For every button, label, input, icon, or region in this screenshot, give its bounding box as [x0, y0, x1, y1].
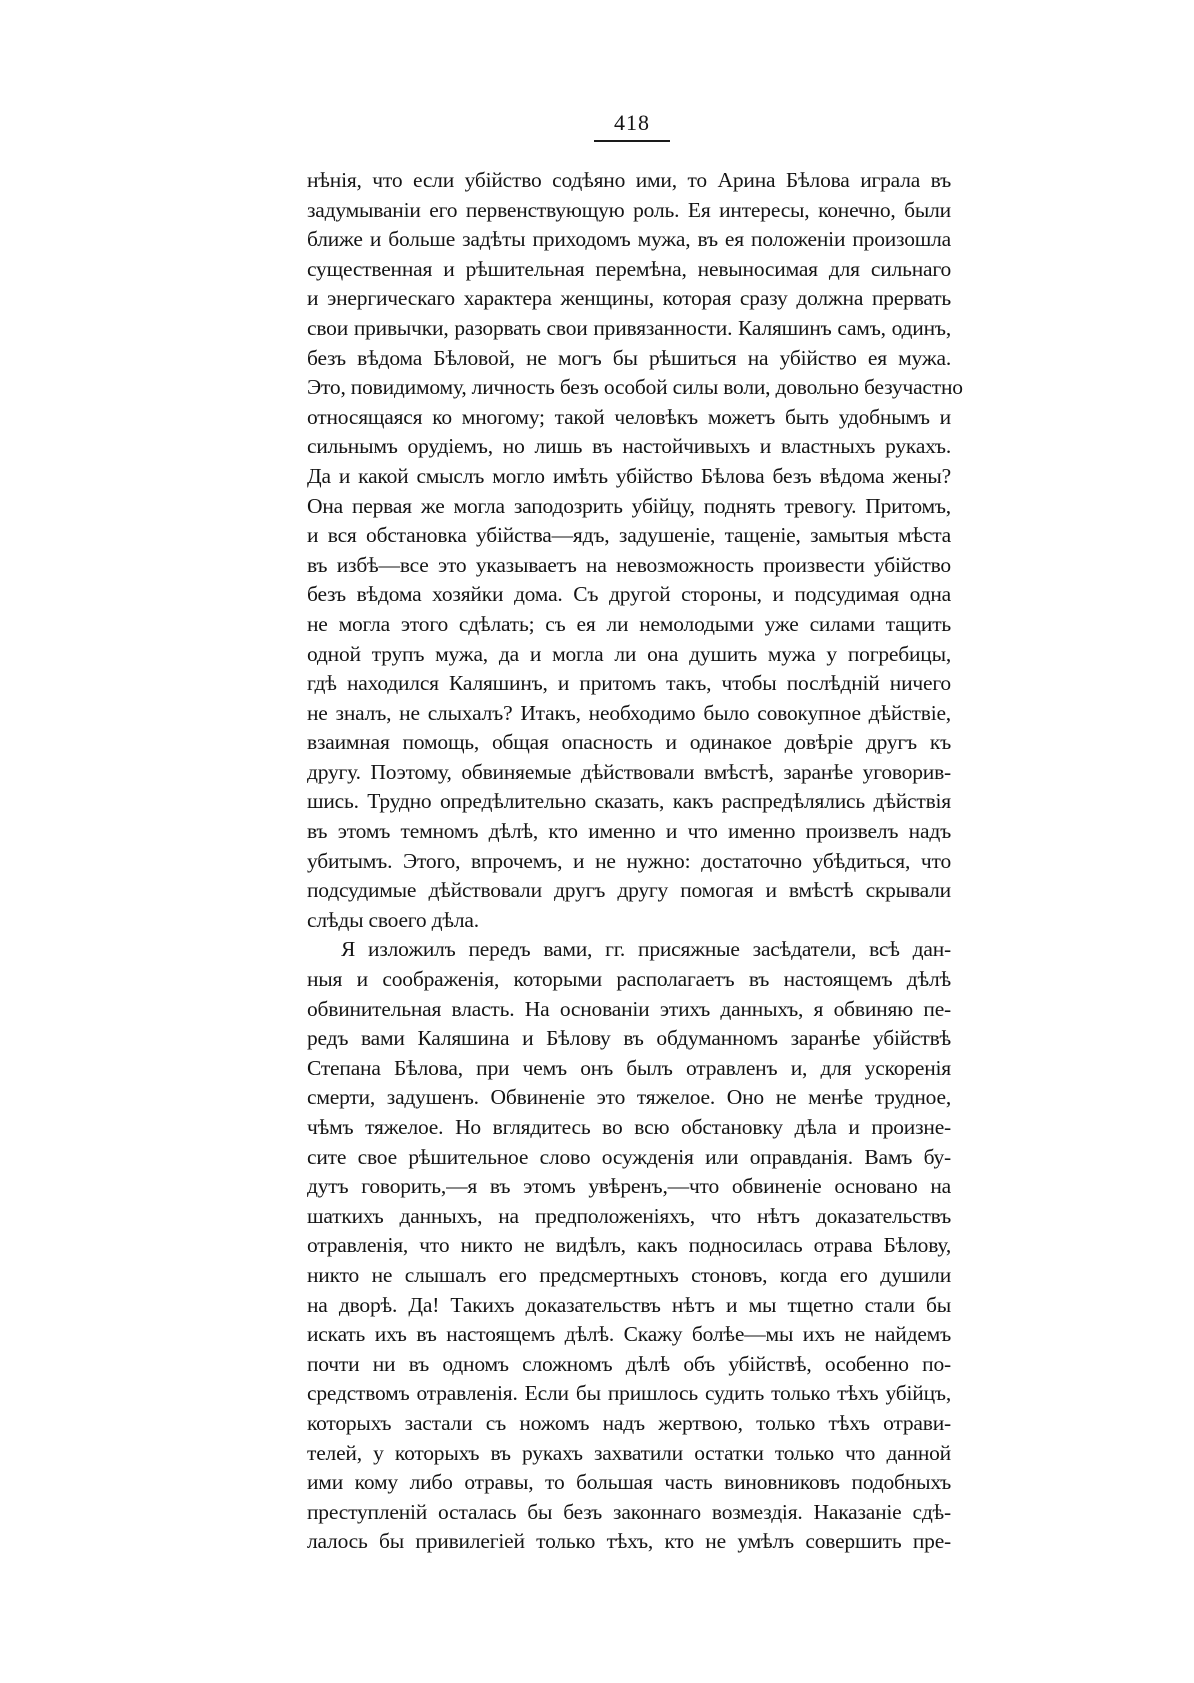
text-line: преступленій осталась бы безъ законнаго возмездія. Наказаніе сдѣ- [307, 1499, 951, 1524]
text-line: свои привычки, разорвать свои привязанности. Каляшинъ самъ, одинъ, [307, 315, 951, 340]
text-line: сите свое рѣшительное слово осужденія или оправданія. Вамъ бу- [307, 1144, 951, 1169]
text-line: на дворѣ. Да! Такихъ доказательствъ нѣтъ и мы тщетно стали бы [307, 1292, 951, 1317]
text-line: Она первая же могла заподозрить убійцу, поднять тревогу. Притомъ, [307, 493, 951, 518]
text-line: смерти, задушенъ. Обвиненіе это тяжелое. Оно не менѣе трудное, [307, 1085, 951, 1110]
text-line: задумываніи его первенствующую роль. Ея интересы, конечно, были [307, 197, 951, 222]
body-text [307, 166, 963, 1557]
text-line: Я изложилъ передъ вами, гг. присяжные засѣдатели, всѣ дан- [341, 937, 951, 962]
text-line: взаимная помощь, общая опасность и одинакое довѣріе другъ къ [307, 730, 951, 755]
text-line: телей, у которыхъ въ рукахъ захватили остатки только что данной [307, 1440, 951, 1465]
text-line: въ избѣ—все это указываетъ на невозможность произвести убійство [307, 552, 951, 577]
text-line: редъ вами Каляшина и Бѣлову въ обдуманномъ заранѣе убійствѣ [307, 1026, 951, 1051]
text-line: ими кому либо отравы, то большая часть виновниковъ подобныхъ [307, 1470, 951, 1495]
text-line: слѣды своего дѣла. [307, 907, 479, 932]
text-line: шись. Трудно опредѣлительно сказать, какъ распредѣлялись дѣйствія [307, 789, 951, 814]
text-line: убитымъ. Этого, впрочемъ, и не нужно: достаточно убѣдиться, что [307, 848, 951, 873]
text-line: безъ вѣдома хозяйки дома. Съ другой стороны, и подсудимая одна [307, 582, 951, 607]
text-line: подсудимые дѣйствовали другъ другу помогая и вмѣстѣ скрывали [307, 878, 951, 903]
text-line: нѣнія, что если убійство содѣяно ими, то Арина Бѣлова играла въ [307, 168, 951, 192]
text-line: шаткихъ данныхъ, на предположеніяхъ, что нѣтъ доказательствъ [307, 1203, 951, 1228]
text-line: безъ вѣдома Бѣловой, не могъ бы рѣшиться на убійство ея мужа. [307, 345, 951, 370]
page-number: 418 [614, 110, 650, 135]
text-line: сильнымъ орудіемъ, но лишь въ настойчивыхъ и властныхъ рукахъ. [307, 434, 951, 459]
paragraph [307, 166, 963, 935]
text-line: гдѣ находился Каляшинъ, и притомъ такъ, чтобы послѣдній ничего [307, 671, 951, 696]
text-line: существенная и рѣшительная перемѣна, невыносимая для сильнаго [307, 256, 951, 281]
paragraph [307, 935, 951, 1556]
text-line: отравленія, что никто не видѣлъ, какъ подносилась отрава Бѣлову, [307, 1233, 951, 1258]
page-number-rule [594, 140, 670, 142]
text-line: относящаяся ко многому; такой человѣкъ можетъ быть удобнымъ и [307, 404, 951, 429]
text-line: и энергическаго характера женщины, которая сразу должна прервать [307, 286, 951, 311]
text-line: Степана Бѣлова, при чемъ онъ былъ отравленъ и, для ускоренія [307, 1055, 951, 1080]
text-line: чѣмъ тяжелое. Но вглядитесь во всю обстановку дѣла и произне- [307, 1115, 951, 1139]
text-line: Да и какой смыслъ могло имѣть убійство Бѣлова безъ вѣдома жены? [307, 463, 951, 488]
text-line: ближе и больше задѣты приходомъ мужа, въ ея положеніи произошла [307, 227, 951, 252]
text-line: почти ни въ одномъ сложномъ дѣлѣ объ убійствѣ, особенно по- [307, 1351, 951, 1376]
text-line: искать ихъ въ настоящемъ дѣлѣ. Скажу болѣе—мы ихъ не найдемъ [307, 1322, 951, 1347]
text-line: и вся обстановка убійства—ядъ, задушеніе, тащеніе, замытыя мѣста [307, 523, 951, 548]
text-line: лалось бы привилегіей только тѣхъ, кто не умѣлъ совершить пре- [307, 1529, 951, 1554]
text-line: которыхъ застали съ ножомъ надъ жертвою, только тѣхъ отрави- [307, 1410, 951, 1435]
text-line: Это, повидимому, личность безъ особой силы воли, довольно безучастно [307, 375, 963, 400]
text-line: въ этомъ темномъ дѣлѣ, кто именно и что именно произвелъ надъ [307, 819, 951, 844]
text-line: одной трупъ мужа, да и могла ли она душить мужа у погребицы, [307, 641, 951, 666]
text-line: средствомъ отравленія. Если бы пришлось судить только тѣхъ убійцъ, [307, 1381, 951, 1406]
text-line: ныя и соображенія, которыми располагаетъ въ настоящемъ дѣлѣ [307, 967, 951, 992]
text-line: не зналъ, не слыхалъ? Итакъ, необходимо было совокупное дѣйствіе, [307, 700, 951, 725]
text-line: обвинительная власть. На основаніи этихъ данныхъ, я обвиняю пе- [307, 996, 951, 1021]
text-line: никто не слышалъ его предсмертныхъ стоновъ, когда его душили [307, 1262, 951, 1287]
text-line: другу. Поэтому, обвиняемые дѣйствовали вмѣстѣ, заранѣе уговорив- [307, 759, 951, 784]
text-line: не могла этого сдѣлать; съ ея ли немолодыми уже силами тащить [307, 611, 951, 636]
text-line: дутъ говорить,—я въ этомъ увѣренъ,—что обвиненіе основано на [307, 1174, 951, 1199]
